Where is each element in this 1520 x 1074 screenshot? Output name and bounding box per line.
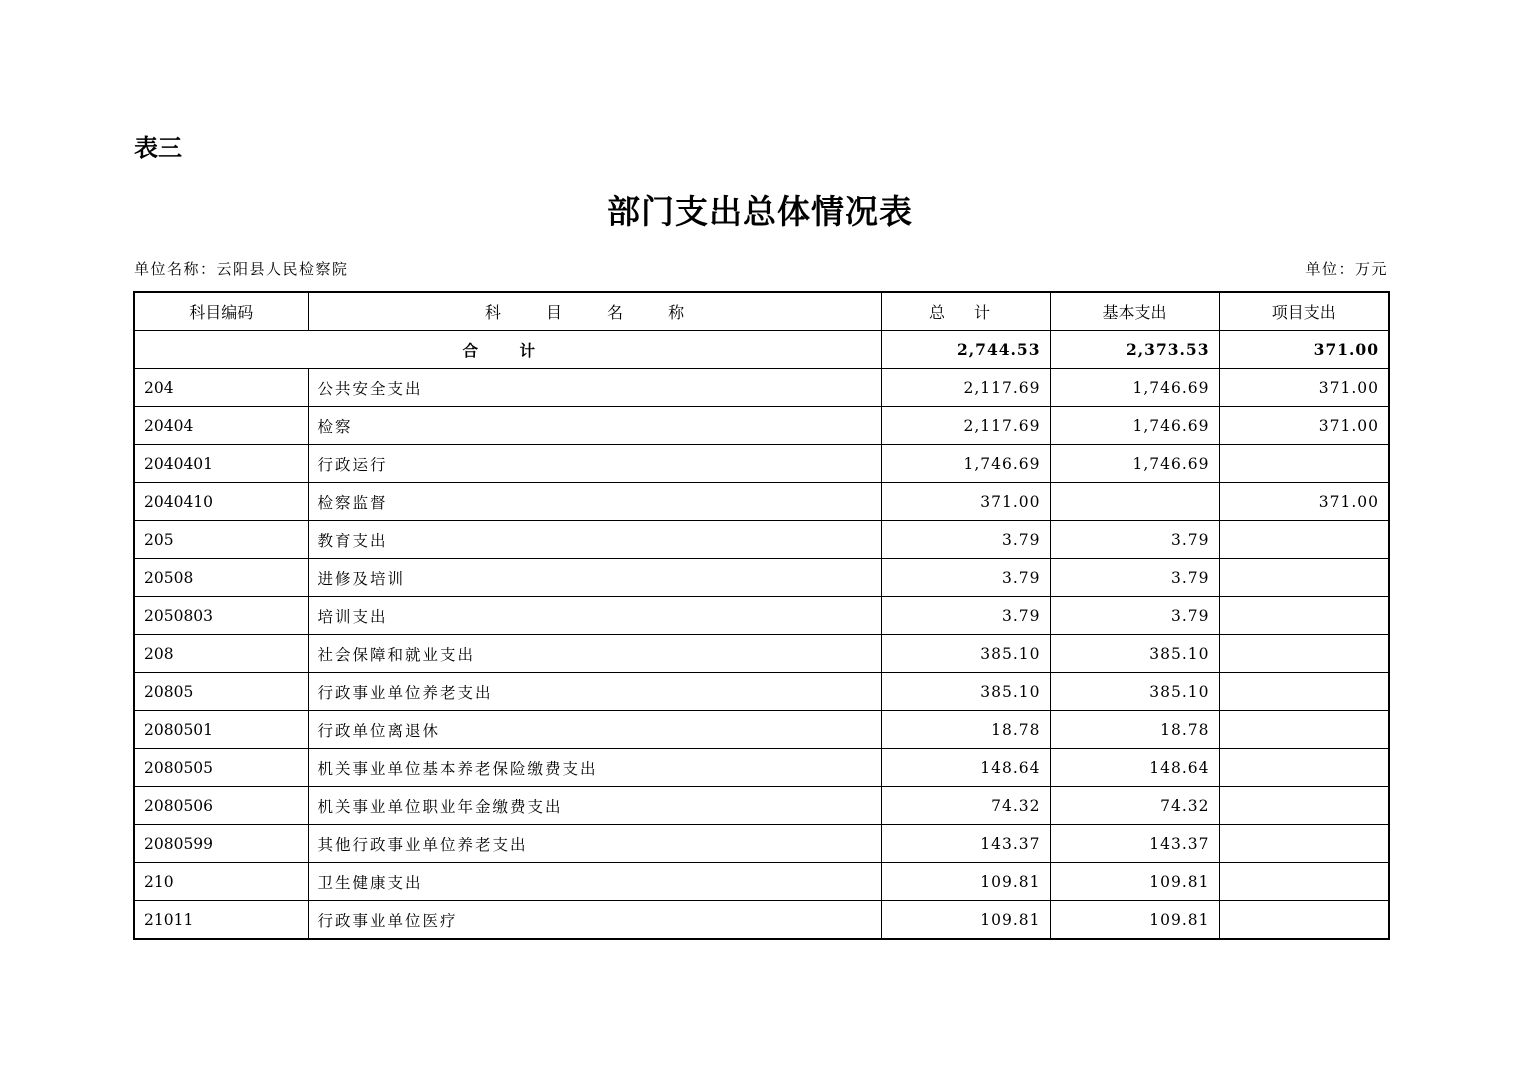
cell-basic: 74.32 [1050, 787, 1219, 825]
table-row [134, 901, 1389, 940]
cell-project: 371.00 [1219, 407, 1389, 445]
table-row [134, 597, 1389, 635]
cell-project [1219, 673, 1389, 711]
table-row [134, 863, 1389, 901]
cell-basic: 3.79 [1050, 521, 1219, 559]
cell-project [1219, 445, 1389, 483]
document-title: 部门支出总体情况表 [607, 192, 913, 231]
cell-name: 行政单位离退休 [308, 711, 881, 749]
cell-code: 2080599 [134, 825, 308, 863]
cell-total: 3.79 [881, 559, 1050, 597]
table-row [134, 445, 1389, 483]
table-row [134, 635, 1389, 673]
table-row [134, 825, 1389, 863]
cell-project: 371.00 [1219, 483, 1389, 521]
cell-basic: 1,746.69 [1050, 369, 1219, 407]
table-row [134, 407, 1389, 445]
cell-total: 3.79 [881, 597, 1050, 635]
cell-project [1219, 635, 1389, 673]
cell-project [1219, 559, 1389, 597]
cell-project [1219, 863, 1389, 901]
expenditure-table [133, 291, 1390, 940]
cell-basic [1050, 483, 1219, 521]
total-label: 合 计 [134, 331, 881, 369]
header-name: 科 目 名 称 [308, 292, 881, 331]
cell-basic: 143.37 [1050, 825, 1219, 863]
cell-total: 109.81 [881, 863, 1050, 901]
cell-code: 2080506 [134, 787, 308, 825]
table-row [134, 559, 1389, 597]
cell-total: 18.78 [881, 711, 1050, 749]
cell-basic: 385.10 [1050, 673, 1219, 711]
cell-total: 1,746.69 [881, 445, 1050, 483]
cell-name: 检察 [308, 407, 881, 445]
cell-total: 2,117.69 [881, 407, 1050, 445]
cell-basic: 3.79 [1050, 559, 1219, 597]
cell-code: 20805 [134, 673, 308, 711]
cell-total: 74.32 [881, 787, 1050, 825]
header-basic: 基本支出 [1050, 292, 1219, 331]
cell-name: 机关事业单位职业年金缴费支出 [308, 787, 881, 825]
cell-name: 行政运行 [308, 445, 881, 483]
header-code: 科目编码 [134, 292, 308, 331]
cell-code: 2040401 [134, 445, 308, 483]
cell-code: 2040410 [134, 483, 308, 521]
cell-total: 109.81 [881, 901, 1050, 940]
cell-project [1219, 825, 1389, 863]
cell-code: 20404 [134, 407, 308, 445]
cell-name: 社会保障和就业支出 [308, 635, 881, 673]
cell-basic: 385.10 [1050, 635, 1219, 673]
cell-code: 2080505 [134, 749, 308, 787]
unit-name: 单位名称：云阳县人民检察院 [134, 260, 349, 278]
total-basic: 2,373.53 [1050, 331, 1219, 369]
cell-project [1219, 711, 1389, 749]
table-row [134, 711, 1389, 749]
cell-name: 检察监督 [308, 483, 881, 521]
cell-name: 行政事业单位养老支出 [308, 673, 881, 711]
cell-total: 385.10 [881, 673, 1050, 711]
header-total: 总 计 [881, 292, 1050, 331]
currency-unit: 单位：万元 [1305, 260, 1388, 278]
cell-code: 21011 [134, 901, 308, 940]
cell-code: 208 [134, 635, 308, 673]
cell-code: 2080501 [134, 711, 308, 749]
table-row [134, 673, 1389, 711]
cell-name: 机关事业单位基本养老保险缴费支出 [308, 749, 881, 787]
cell-code: 205 [134, 521, 308, 559]
cell-project [1219, 749, 1389, 787]
table-row [134, 787, 1389, 825]
cell-code: 210 [134, 863, 308, 901]
table-number: 表三 [134, 134, 182, 162]
cell-total: 143.37 [881, 825, 1050, 863]
cell-project [1219, 597, 1389, 635]
cell-basic: 1,746.69 [1050, 445, 1219, 483]
table-row [134, 483, 1389, 521]
cell-basic: 1,746.69 [1050, 407, 1219, 445]
cell-name: 进修及培训 [308, 559, 881, 597]
cell-basic: 18.78 [1050, 711, 1219, 749]
table-row [134, 369, 1389, 407]
cell-name: 教育支出 [308, 521, 881, 559]
cell-code: 20508 [134, 559, 308, 597]
table-header-row [134, 292, 1389, 331]
cell-project [1219, 901, 1389, 940]
cell-total: 3.79 [881, 521, 1050, 559]
cell-basic: 148.64 [1050, 749, 1219, 787]
cell-name: 行政事业单位医疗 [308, 901, 881, 940]
cell-total: 2,117.69 [881, 369, 1050, 407]
cell-name: 其他行政事业单位养老支出 [308, 825, 881, 863]
table-row [134, 749, 1389, 787]
cell-basic: 3.79 [1050, 597, 1219, 635]
cell-code: 204 [134, 369, 308, 407]
cell-name: 卫生健康支出 [308, 863, 881, 901]
cell-code: 2050803 [134, 597, 308, 635]
total-project: 371.00 [1219, 331, 1389, 369]
cell-basic: 109.81 [1050, 901, 1219, 940]
header-project: 项目支出 [1219, 292, 1389, 331]
cell-total: 371.00 [881, 483, 1050, 521]
cell-basic: 109.81 [1050, 863, 1219, 901]
cell-project [1219, 787, 1389, 825]
cell-project [1219, 521, 1389, 559]
table-row [134, 521, 1389, 559]
cell-project: 371.00 [1219, 369, 1389, 407]
cell-name: 公共安全支出 [308, 369, 881, 407]
cell-total: 385.10 [881, 635, 1050, 673]
total-total: 2,744.53 [881, 331, 1050, 369]
cell-name: 培训支出 [308, 597, 881, 635]
total-row [134, 331, 1389, 369]
cell-total: 148.64 [881, 749, 1050, 787]
